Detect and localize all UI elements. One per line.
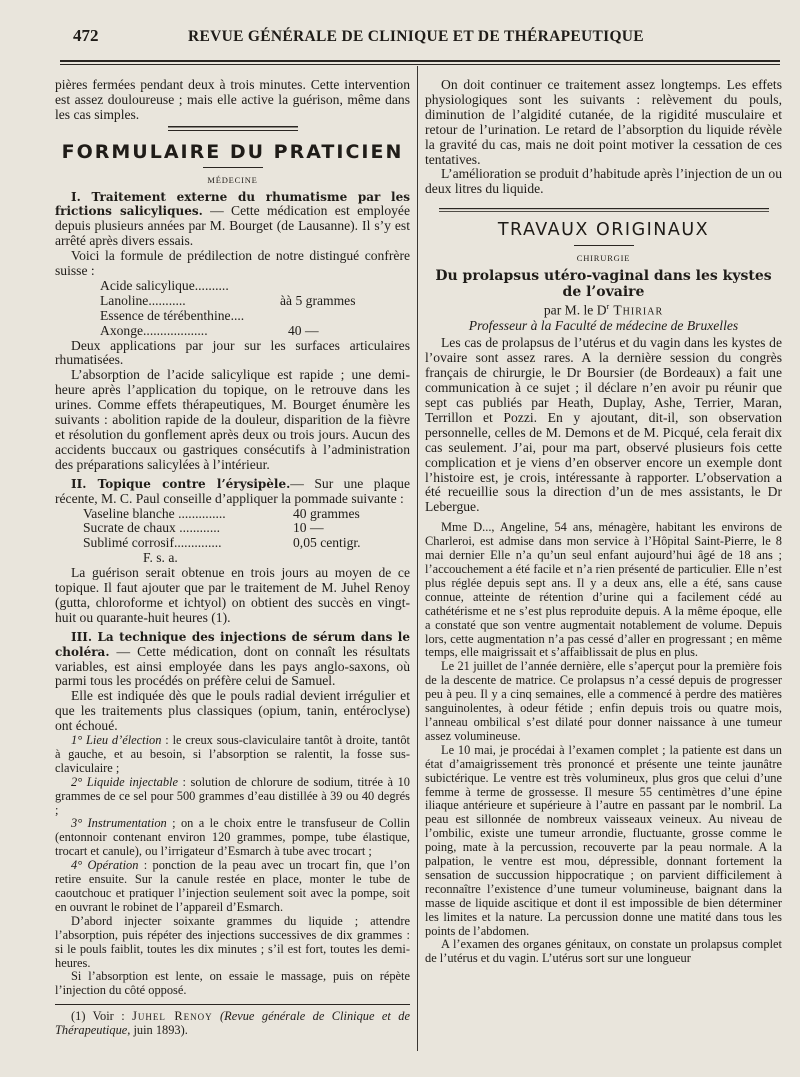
short-rule [574, 244, 634, 247]
item-heading: II. Topique contre l’érysipèle. [71, 476, 291, 491]
column-divider [417, 66, 418, 1051]
paragraph: La guérison serait obtenue en trois jours au moyen de ce topique. Il faut ajouter que par le traitement de M. Juhel Renoy (gutta, chloroforme et ichtyol) on obtient des succès en vingt-huit ou quarante-huit heures (1). [55, 565, 410, 625]
recipe-quantity: àà 5 grammes [280, 292, 356, 308]
page-header [55, 24, 785, 54]
recipe-ingredient: Acide salicylique.......... [100, 277, 229, 293]
article-title: Du prolapsus utéro-vaginal dans les kystes de l’ovaire [435, 268, 772, 301]
header-rule [60, 60, 780, 62]
recipe-quantity: 10 — [293, 520, 324, 536]
paragraph: Mme D..., Angeline, 54 ans, ménagère, habitant les environs de Charleroi, est admise dans mon service à l’Hôpital Saint-Pierre, le 8 mai dernier Elle n’a qu’un seul enfant aujourd’hui âgé de 18 ans ; l’accouchement a été facile et n’a rien présenté de particulier. Elle n’est plus réglée depuis sept ans. Il y a deux ans, elle a été, sans cause connue, atteinte de rétention d’urine qui a facilement cédé au cathétérisme et ne s’est plus reproduite depuis. A la même époque, elle a constaté que son ventre augmentait notablement de volume. Depuis lors, cette augmentation n’a pas cessé d’aller en progressant ; en même temps, elle maigrissait et s’affaiblissait de plus en plus. [425, 520, 782, 660]
item-heading: III. La technique des injections de sérum dans le choléra. [55, 629, 410, 659]
recipe-ingredient: Essence de térébenthine.... [100, 307, 245, 323]
paragraph: pières fermées pendant deux à trois minutes. Cette intervention est assez douloureuse ; mais elle active la guérison, même dans les cas simples. [55, 77, 410, 122]
section-title: TRAVAUX ORIGINAUX [497, 220, 710, 241]
ornament-rule [439, 207, 769, 213]
item-heading: I. Traitement externe du rhumatisme par les frictions salicyliques. [55, 189, 410, 219]
right-column [425, 78, 782, 966]
step-label: 2° Liquide injectable [71, 774, 178, 789]
paragraph: Le 10 mai, je procédai à l’examen complet ; la patiente est dans un état d’amaigrissement très prononcé et présente une teinte jaunâtre subictérique. Le ventre est très volumineux, plus gros que celui d’une femme à terme de grossesse. Il mesure 55 centimètres d’une épine iliaque antérieure et supérieure à l’autre en passant par le nombril. La peau est sillonnée de nombreux vaisseaux veineux. Au niveau de l’ombilic, existe une tumeur arrondie, fluctuante, grosse comme le poing, mate à la percussion, recouverte par la peau normale. A la palpation, le ventre est mou, dépressible, donnant fortement la sensation de succussion hippocratique ; on parvient difficilement à reconnaître l’existence d’une tumeur volumineuse, baignant dans la masse de liquide ascitique et dont il est impossible de bien déterminer les limites et la nature. La percussion donne une matité dans tous les points de l’abdomen. [425, 742, 782, 938]
paragraph: D’abord injecter soixante grammes du liquide ; attendre l’absorption, puis répéter des injections successives de dix grammes : si le pouls faiblit, toutes les dix minutes ; s’il est fort, toutes les demi-heures. [55, 913, 410, 970]
step-label: 3° Instrumentation [71, 816, 167, 831]
item-text: — Cette médication est employée depuis plusieurs années par M. Bourget (de Lausanne). Il s’y est arrêté après divers essais. [55, 203, 410, 249]
paragraph: Voici la formule de prédilection de notre distingué confrère suisse : [55, 248, 410, 279]
paragraph: L’amélioration se produit d’habitude après l’injection de un ou deux litres du liquide. [425, 166, 782, 197]
paragraph: On doit continuer ce traitement assez longtemps. Les effets physiologiques sont les suivants : relèvement du pouls, diminution de l’algidité cutanée, de la rigidité musculaire et retour de l’urination. Le retard de l’absorption du liquide révèle la gravité du cas, mais ne doit point motiver la cessation de ces tentatives. [425, 77, 782, 167]
footnote-rule [55, 1004, 410, 1005]
running-title: REVUE GÉNÉRALE DE CLINIQUE ET DE THÉRAPEUTIQUE [188, 28, 644, 45]
recipe-quantity: 40 grammes [293, 505, 360, 521]
step-label: 1° Lieu d’élection [71, 733, 162, 748]
recipe-ingredient: Sublimé corrosif.............. [83, 535, 222, 551]
page-number: 472 [73, 26, 99, 45]
subsection-label: CHIRURGIE [576, 253, 631, 264]
section-title: FORMULAIRE DU PRATICIEN [61, 140, 404, 163]
recipe-2 [83, 507, 410, 567]
paragraph: Deux applications par jour sur les surfaces articulaires rhumatisées. [55, 337, 410, 368]
recipe-quantity: 0,05 centigr. [293, 535, 361, 551]
byline: par M. le $D^r$ Thiriar [543, 302, 664, 318]
paragraph: Le 21 juillet de l’année dernière, elle s’aperçut pour la première fois de la descente de matrice. Ce prolapsus n’a cessé depuis de progresser peu à peu. Il y a cinq semaines, elle a commencé à perdre des matières sanguinolentes, à odeur fétide ; enfin depuis trois ou quatre mois, l’anneau ombilical s’est dilaté pour donner naissance à une tumeur assez volumineuse. [425, 659, 782, 743]
left-column [55, 78, 410, 1037]
paragraph: Si l’absorption est lente, on essaie le massage, puis on répète l’injection du côté opposé. [55, 969, 410, 998]
step-label: 4° Opération [71, 858, 139, 873]
recipe-ingredient: Vaseline blanche .............. [83, 505, 226, 521]
short-rule [203, 166, 263, 169]
paragraph: L’absorption de l’acide salicylique est rapide ; une demi-heure après l’application du topique, on le retrouve dans les urines. Comme effets thérapeutiques, M. Bourget énumère les suivants : abolition rapide de la douleur, disparition de la fièvre et résolution du gonflement après deux ou trois jours. Aucun des accidents buccaux ou gastriques consécutifs à l’administration des préparations salicylées à l’intérieur. [55, 367, 410, 472]
recipe-ingredient: Axonge................... [100, 322, 208, 338]
step-text: : le creux sous-claviculaire tantôt à droite, tantôt à gauche, et au besoin, si l’absorption se ralentit, la fosse sus-claviculaire ; [55, 733, 410, 775]
recipe-1 [100, 279, 410, 339]
ornament-rule [168, 125, 298, 133]
affiliation: Professeur à la Faculté de médecine de Bruxelles [468, 317, 739, 333]
item-text: — Sur une plaque récente, M. C. Paul conseille d’appliquer la pommade suivante : [55, 475, 410, 506]
header-rule-thin [60, 64, 780, 65]
recipe-ingredient: Lanoline........... [100, 292, 186, 308]
footnote: (1) Voir : Juhel Renoy (Revue générale de Clinique et de Thérapeutique, juin 1893). [55, 1009, 410, 1038]
item-text: — Cette médication, dont on connaît les résultats variables, est ainsi employée dans les pays anglo-saxons, où parmi tous les procédés on préfère celui de Samuel. [55, 643, 410, 689]
recipe-ingredient: Sucrate de chaux ............ [83, 520, 221, 536]
paragraph: A l’examen des organes génitaux, on constate un prolapsus complet de l’utérus et du vagin. L’utérus sort sur une longueur [425, 937, 782, 966]
paragraph: Elle est indiquée dès que le pouls radial devient irrégulier et que les traitements plus classiques (opium, tanin, entéroclyse) ont échoué. [55, 688, 410, 734]
subsection-label: MÉDECINE [207, 174, 258, 185]
step-text: : ponction de la peau avec un trocart fin, que l’on retire ensuite. Sur la canule restée en place, monter le tube de caoutchouc et pratiquer l’injection seulement soit avec la pompe, soit en ouvrant le robinet de l’appareil d’Esmarch. [55, 858, 410, 914]
step-text: : solution de chlorure de sodium, titrée à 10 grammes de ce sel pour 500 grammes d’eau distillée à 39 ou 40 degrés ; [55, 774, 411, 817]
recipe-quantity: 40 — [288, 322, 319, 338]
paragraph: Les cas de prolapsus de l’utérus et du vagin dans les kystes de l’ovaire sont assez rares. A la dernière session du congrès français de chirurgie, le Dr Boursier (de Bordeaux) a fait une communication à ce sujet ; il déclare n’en avoir pu réunir que sept cas publiés par Heath, Duplay, Ashe, Terrier, Maran, Terrillon et Pozzi. En y ajoutant, dit-il, son observation personnelle, celles de M. Demons et de M. Picqué, cela ferait dix cas seulement. J’ai, pour ma part, observé plusieurs fois cette complication et je viens d’en observer encore un exemple dont l’histoire est, je crois, intéressante à rapporter. L’observation a été recueillie sous la direction d’un de mes assistants, le Dr Lebergue. [425, 335, 782, 515]
recipe-note: F. s. a. [143, 550, 178, 566]
step-text: ; on a le choix entre le transfuseur de Collin (entonnoir contenant environ 120 grammes, pompe, tube élastique, trocart et canule), ou l’irrigateur d’Esmarch à tube avec trocart ; [55, 816, 410, 859]
